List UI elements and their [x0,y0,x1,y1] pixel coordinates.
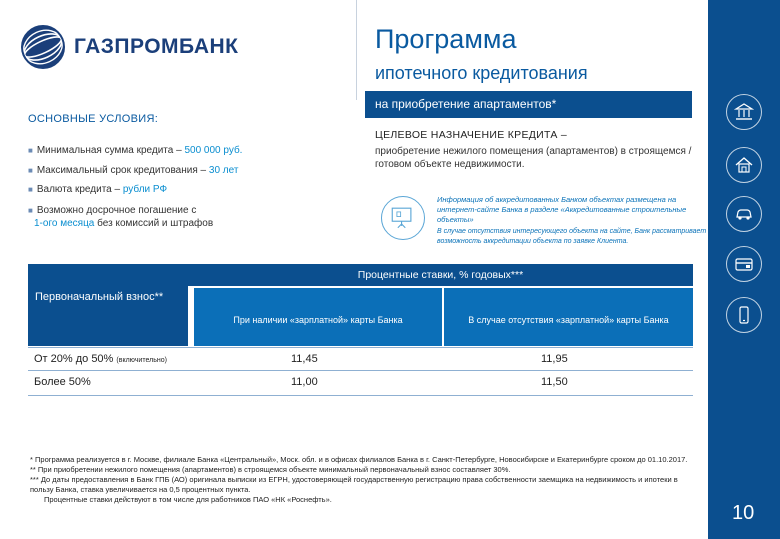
table-divider [28,370,693,371]
condition-item: ■ Минимальная сумма кредита – 500 000 руб. [28,145,243,156]
table-title: Процентные ставки, % годовых*** [188,264,693,286]
table-left-header: Первоначальный взнос** [28,264,188,346]
table-row-label: Более 50% [34,376,91,388]
brand-name: ГАЗПРОМБАНК [74,35,239,58]
house-icon [726,147,762,183]
purpose-text: приобретение нежилого помещения (апартаментов) в строящемся / готовом объекте недвижимости. [375,146,692,170]
condition-item-continuation: 1-ого месяца без комиссий и штрафов [34,218,214,229]
info-accredited-objects: Информация об аккредитованных Банком объектах размещена на интернет-сайте Банка в разделе «Аккредитованные строительные объекты» [437,195,687,224]
table-divider [28,395,693,396]
card-icon [726,246,762,282]
car-icon [726,196,762,232]
footnotes [30,455,700,505]
bank-icon [726,94,762,130]
table-divider [28,347,693,348]
footnote: ** При приобретении нежилого помещения (апартаментов) в строящемся объекте минимальный первоначальный взнос составляет 30%. [30,465,511,474]
condition-item: ■ Максимальный срок кредитования – 30 лет [28,165,239,176]
info-accreditation-request: В случае отсутствия интересующего объекта на сайте, Банк рассматривает возможность аккредитации объекта по заявке Клиента. [437,228,707,245]
table-row-label: От 20% до 50% (включительно) [34,353,167,365]
rate-value: 11,95 [541,353,568,365]
presentation-board-icon [381,196,425,240]
condition-item: ■ Валюта кредита – рубли РФ [28,184,168,195]
conditions-title: ОСНОВНЫЕ УСЛОВИЯ: [28,113,159,125]
phone-icon [726,297,762,333]
column-header-without-card: В случае отсутствия «зарплатной» карты Банка [444,288,693,346]
column-header-with-card: При наличии «зарплатной» карты Банка [194,288,442,346]
condition-item: ■ Возможно досрочное погашение с [28,205,197,216]
purpose-title: ЦЕЛЕВОЕ НАЗНАЧЕНИЕ КРЕДИТА – [375,129,568,141]
subtitle-bar: на приобретение апартаментов* [365,91,692,118]
page-title-sub: ипотечного кредитования [375,63,588,83]
footnote: *** До даты предоставления в Банк ГПБ (АО) оригинала выписки из ЕГРН, удостоверяющей государственную регистрацию права собственности заемщика на недвижимость и ипотеки в пользу Банка, ставка увеличивается на 0,5 процентных пункта. [30,475,678,494]
footnote: * Программа реализуется в г. Москве, филиале Банка «Центральный», Моск. обл. и в офисах филиалов Банка в г. Санкт-Петербурге, Новосибирске и Екатеринбурге сроком до 01.10.2017. [30,455,688,464]
page-title: Программа [375,24,517,54]
globe-logo-icon [20,24,66,70]
rate-value: 11,50 [541,376,568,388]
rate-value: 11,45 [291,353,318,365]
header-divider [356,0,357,100]
footnote: Процентные ставки действуют в том числе для работников ПАО «НК «Роснефть». [44,495,332,504]
brand-logo [20,24,239,70]
page-number: 10 [732,502,755,524]
rate-value: 11,00 [291,376,318,388]
